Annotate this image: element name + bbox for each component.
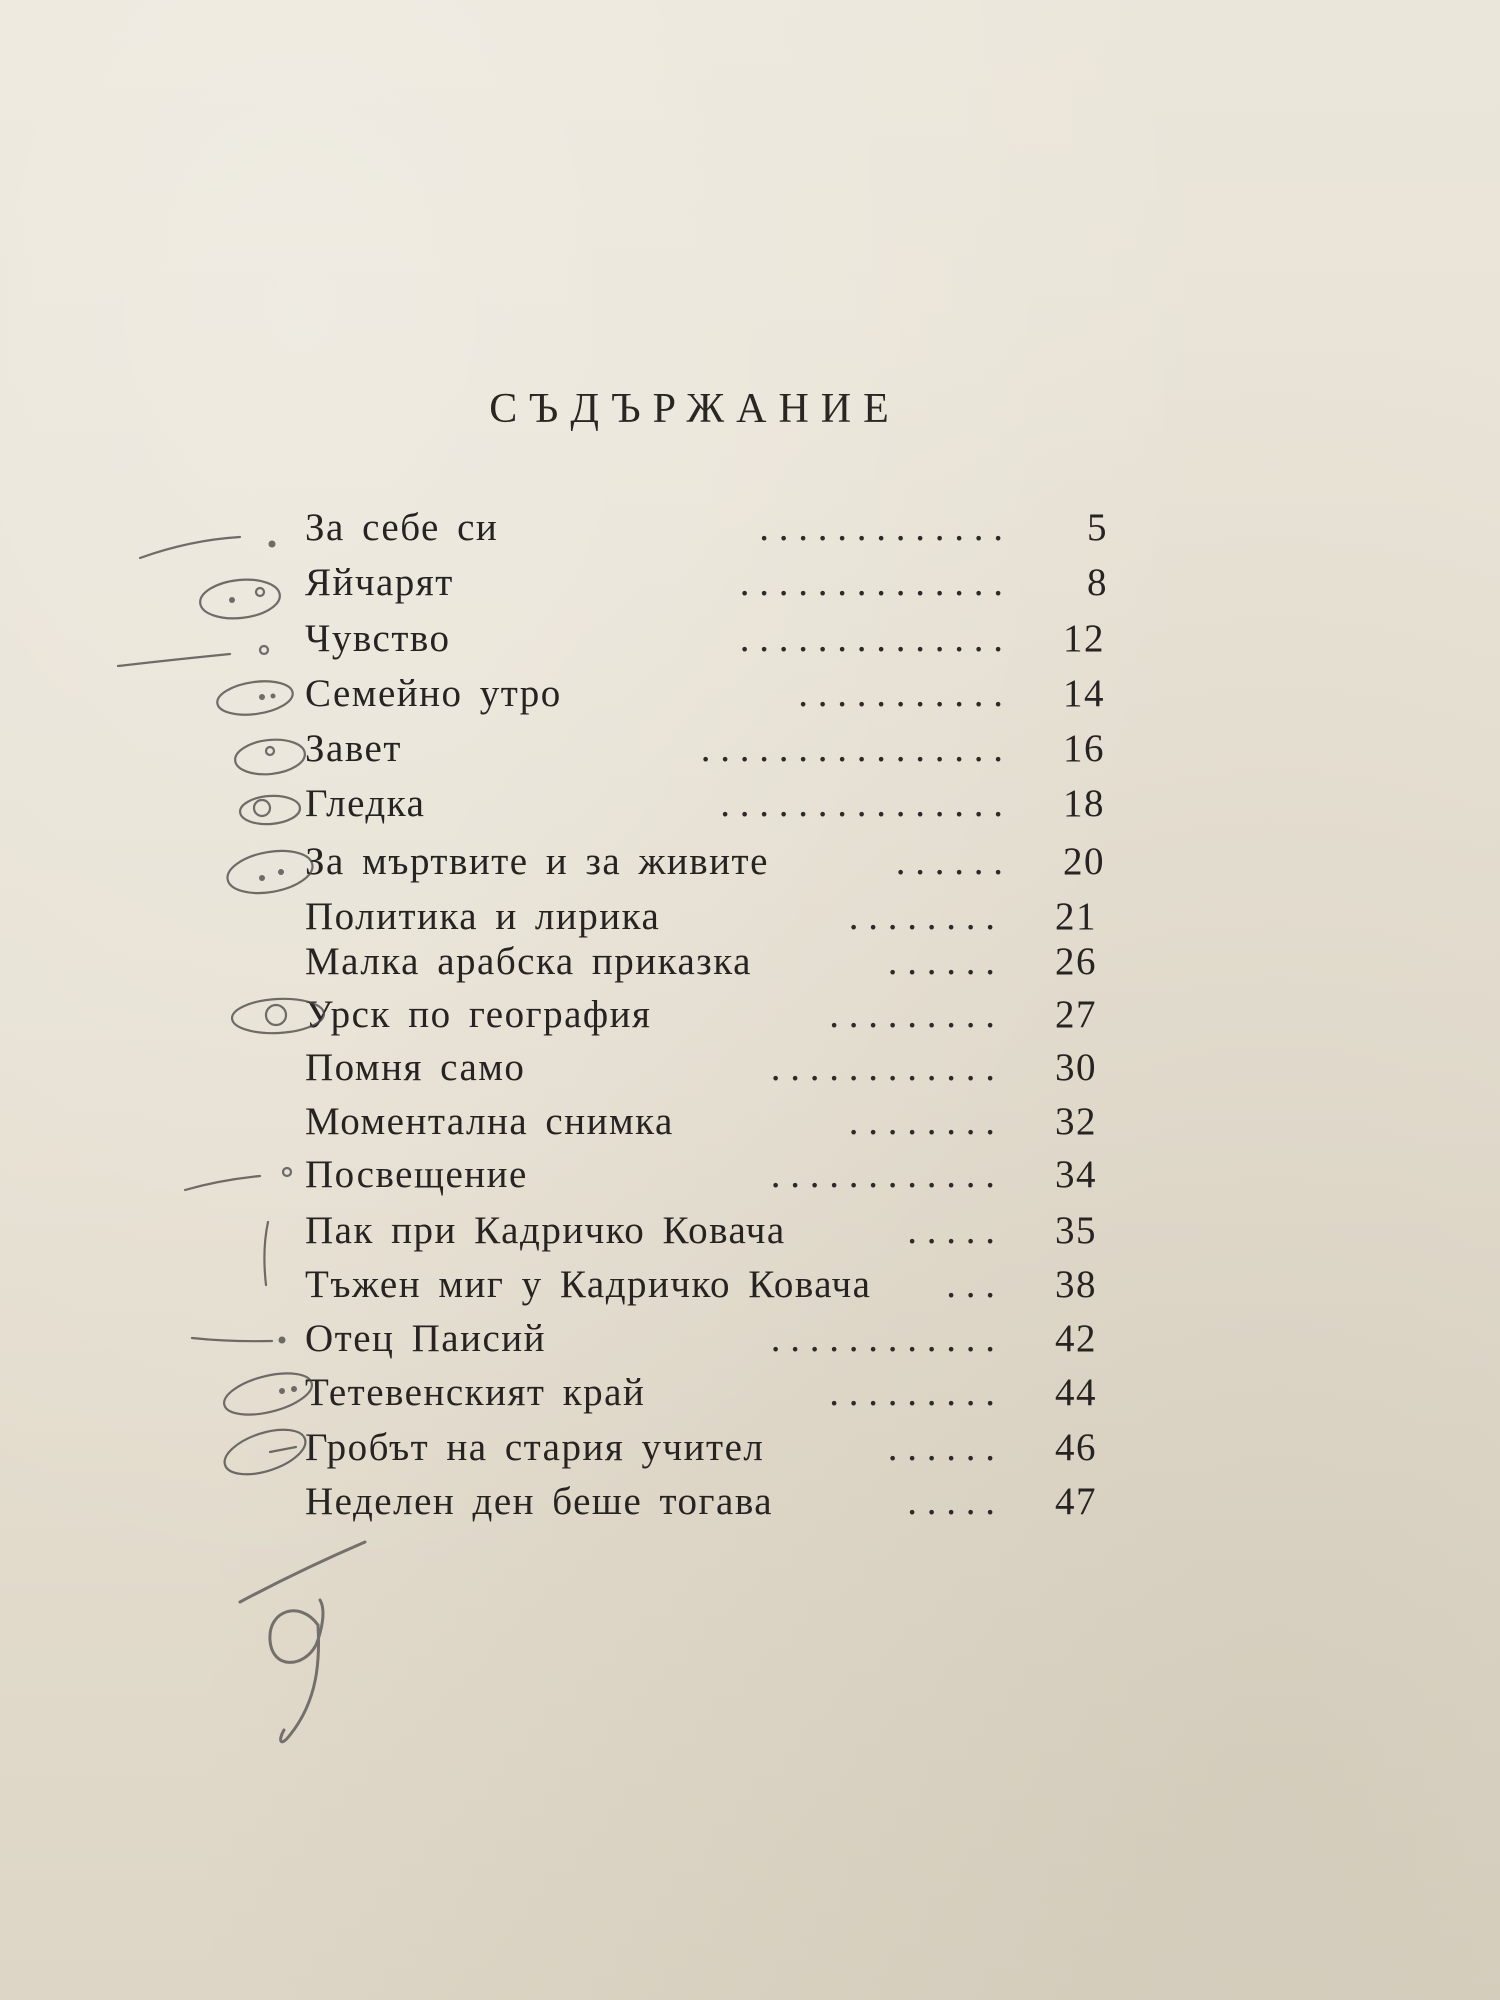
toc-entry-title: За мъртвите и за живите [305,840,769,883]
toc-entry [305,669,1105,719]
dot-leader: . . . . . . . . . . . . . . [739,561,1003,604]
toc-entry-title: Малка арабска приказка [305,940,752,983]
toc-entry [305,892,1105,942]
toc-entry [305,1368,1105,1418]
toc-entry-title: Тетевенският край [305,1371,646,1414]
dot-leader: . . . . . . [887,1426,995,1469]
dot-leader: . . . . . . . . . . . . . . . . [700,727,1003,770]
dot-leader: . . . [946,1263,995,1306]
toc-entry-title: Посвещение [305,1153,528,1196]
dot-leader: . . . . . . . . . [829,1371,995,1414]
toc-entry [305,503,1108,553]
toc-entry-page: 47 [1055,1480,1097,1523]
toc-entry [305,724,1105,774]
toc-entry-page: 38 [1055,1263,1097,1306]
toc-entry-title: Тъжен миг у Кадричко Ковача [305,1263,872,1306]
toc-entry-title: Семейно утро [305,672,562,715]
toc-entry-title: Урск по география [305,993,652,1036]
toc-entry-title: Помня само [305,1046,526,1089]
dot-leader: . . . . . . . . . . . . . [759,506,1003,549]
toc-entry-page: 30 [1055,1046,1097,1089]
toc-entry-page: 14 [1063,672,1105,715]
toc-entry [305,1206,1105,1256]
toc-entry [305,1043,1105,1093]
toc-entry-title: Гробът на стария учител [305,1426,765,1469]
dot-leader: . . . . . . . . . [829,993,995,1036]
dot-leader: . . . . . . . . . . . . [770,1153,995,1196]
toc-entry [305,1314,1105,1364]
toc-entry-page: 20 [1063,840,1105,883]
toc-entry-title: Чувство [305,617,451,660]
toc-entry-page: 35 [1055,1209,1097,1252]
dot-leader: . . . . . . . . . . . . . . [739,617,1003,660]
toc-entry-title: Гледка [305,782,426,825]
toc-entry [305,1097,1105,1147]
toc-entry-title: Завет [305,727,402,770]
toc-entry-title: Отец Паисий [305,1317,547,1360]
toc-entry-page: 42 [1055,1317,1097,1360]
toc-entry [305,1150,1105,1200]
toc-entry-page: 34 [1055,1153,1097,1196]
dot-leader: . . . . . . . . . . . [798,672,1003,715]
dot-leader: . . . . . . . . [848,895,995,938]
toc-entry-page: 12 [1063,617,1105,660]
toc-entry-page: 44 [1055,1371,1097,1414]
dot-leader: . . . . . . . . [848,1100,995,1143]
toc-entry-page: 18 [1063,782,1105,825]
toc-entry-title: Моментална снимка [305,1100,674,1143]
toc-entry-page: 5 [1087,506,1108,549]
toc-entry-title: Яйчарят [305,561,454,604]
dot-leader: . . . . . . . . . . . . [770,1317,995,1360]
toc-entry-page: 8 [1087,561,1108,604]
page-title: СЪДЪРЖАНИЕ [489,386,901,432]
toc-entry [305,558,1108,608]
dot-leader: . . . . . [907,1209,995,1252]
toc-entry [305,937,1105,987]
toc-entry-page: 46 [1055,1426,1097,1469]
toc-entry-page: 21 [1055,895,1097,938]
dot-leader: . . . . . . . . . . . . [770,1046,995,1089]
toc-entry-page: 16 [1063,727,1105,770]
toc-entry-page: 26 [1055,940,1097,983]
toc-entry [305,1423,1105,1473]
toc-entry [305,779,1105,829]
dot-leader: . . . . . . [887,940,995,983]
toc-entry-page: 27 [1055,993,1097,1036]
toc-entry-page: 32 [1055,1100,1097,1143]
dot-leader: . . . . . . [895,840,1003,883]
toc-entry [305,1477,1105,1527]
toc-entry [305,990,1105,1040]
toc-entry [305,837,1105,887]
dot-leader: . . . . . [907,1480,995,1523]
toc-entry-title: Пак при Кадричко Ковача [305,1209,786,1252]
dot-leader: . . . . . . . . . . . . . . . [720,782,1003,825]
toc-entry [305,1260,1105,1310]
toc-entry-title: За себе си [305,506,499,549]
toc-entry [305,614,1105,664]
toc-entry-title: Неделен ден беше тогава [305,1480,774,1523]
toc-entry-title: Политика и лирика [305,895,661,938]
